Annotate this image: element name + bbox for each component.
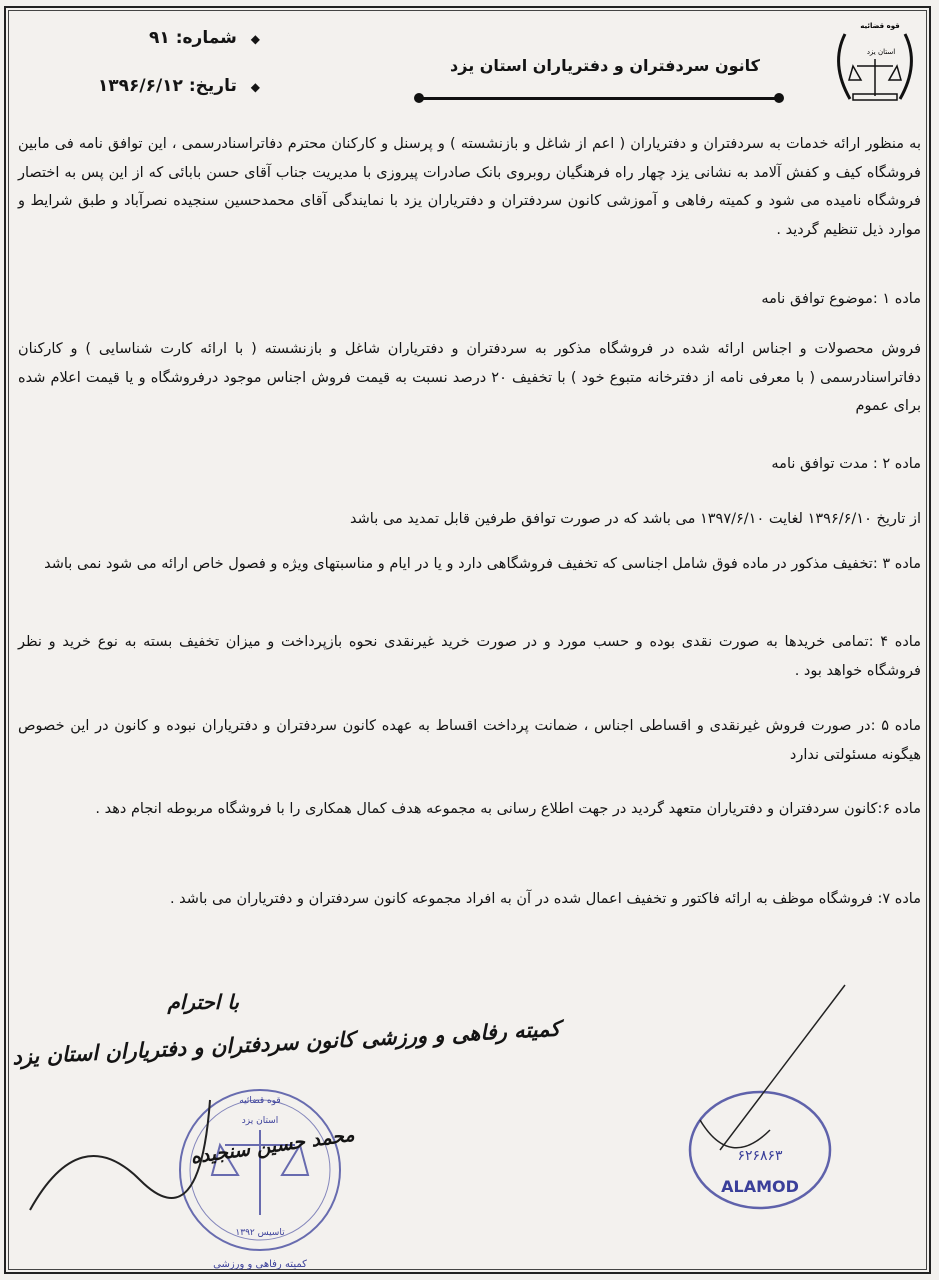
closing-text: با احترام [167, 990, 239, 1014]
store-signature [660, 980, 860, 1180]
stamp-text: قوه قضائیه [239, 1096, 281, 1106]
title-underline [418, 97, 780, 100]
signer-name: محمد حسین سنجیده [189, 1123, 356, 1169]
article-3-text: ماده ۳ :تخفیف مذکور در ماده فوق شامل اجناسی که تخفیف فروشگاهی دارد و یا در ایام و مناسبتهای ویژه و فصول خاص ارائه می شود نمی باشد [44, 556, 921, 572]
logo-text: قوه قضائیه [860, 22, 900, 30]
date-value: ۱۳۹۶/۶/۱۲ [97, 76, 183, 96]
number-label: شماره: [175, 28, 237, 48]
article-6-text: ماده ۶:کانون سردفتران و دفتریاران متعهد گردید در جهت اطلاع رسانی به مجموعه هدف کمال همکاری را با فروشگاه مربوطه انجام دهد . [95, 801, 921, 817]
organization-logo [825, 14, 925, 110]
article-4-text: ماده ۴ :تمامی خریدها به صورت نقدی بوده و حسب مورد و در صورت خرید غیرنقدی نحوه بازپرداخت و میزان تخفیف بسته به نوع خرید و نظر فروشگاه خواهد بود . [18, 634, 921, 679]
article-1-text: فروش محصولات و اجناس ارائه شده در فروشگاه مذکور به سردفتران و دفتریاران شاغل و بازنشسته ( با ارائه کارت شناسایی ) و کارکنان دفاتراسنادرسمی ( با معرفی نامه از دفترخانه متبوع خود ) با تخفیف ۲۰ درصد نسبت به قیمت فروش اجناس موجود درفروشگاه و یا قیمت اعلام شده برای عموم [18, 341, 921, 414]
stamp-text: تاسیس ۱۳۹۲ [235, 1228, 285, 1238]
letter-date [70, 76, 260, 96]
letter-number [70, 28, 260, 48]
article-7-text: ماده ۷: فروشگاه موظف به ارائه فاکتور و تخفیف اعمال شده در آن به افراد مجموعه کانون سردفتران و دفتریاران می باشد . [169, 891, 921, 907]
bullet-icon: ◆ [250, 32, 260, 46]
article-5-text: ماده ۵ :در صورت فروش غیرنقدی و اقساطی اجناس ، ضمانت پرداخت اقساط به عهده کانون سردفتران و دفتریاران نبوده و کانون در این خصوص هیگونه مسئولتی ندارد [18, 718, 921, 763]
organization-title: کانون سردفتران و دفتریاران استان یزد [450, 56, 760, 75]
article-2-title: ماده ۲ : مدت توافق نامه [771, 456, 921, 472]
article-1-title: ماده ۱ :موضوع توافق نامه [761, 291, 921, 307]
stamp-text: ۶۲۶۸۶۳ [737, 1148, 783, 1164]
committee-signature-text: کمیته رفاهی و ورزشی کانون سردفتران و دفتریاران استان یزد [11, 1015, 561, 1070]
handwritten-signature [20, 1060, 220, 1260]
number-value: ۹۱ [149, 28, 170, 48]
stamp-text: ALAMOD [721, 1177, 799, 1196]
article-2-text: از تاریخ ۱۳۹۶/۶/۱۰ لغایت ۱۳۹۷/۶/۱۰ می باشد که در صورت توافق طرفین قابل تمدید می باشد [350, 511, 921, 527]
intro-text: به منظور ارائه خدمات به سردفتران و دفتریاران ( اعم از شاغل و بازنشسته ) و پرسنل و کارکنان محترم دفاتراسنادرسمی ، این توافق نامه فی مابین فروشگاه کیف و کفش آلامد به نشانی یزد چهار راه فرهنگیان روبروی بانک صادرات پیروزی با مدیریت جناب آقای حسن بابائی که از این پس به اختصار فروشگاه نامیده می شود و کمیته رفاهی و آموزشی کانون سردفتران و دفتریاران یزد با نمایندگی آقای محمدحسین سنجیده نصرآباد و طبق شرایط و موارد ذیل تنظیم گردید . [18, 136, 921, 238]
intro-paragraph [18, 130, 921, 244]
stamp-text: کمیته رفاهی و ورزشی [213, 1259, 307, 1270]
logo-text: استان یزد [866, 48, 896, 56]
stamp-text: استان یزد [241, 1116, 279, 1126]
date-label: تاریخ: [188, 76, 237, 96]
bullet-icon: ◆ [250, 80, 260, 94]
